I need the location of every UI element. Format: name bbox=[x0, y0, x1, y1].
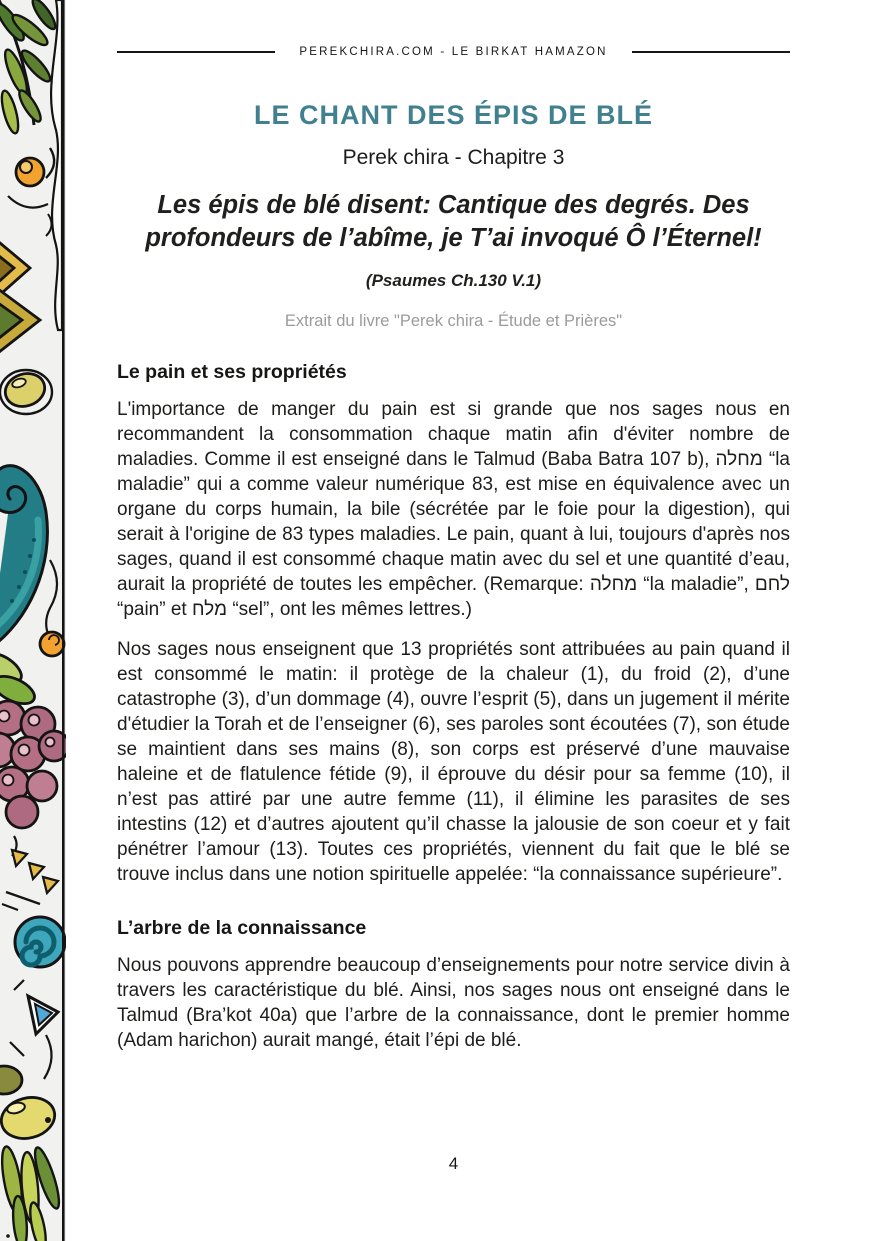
running-header bbox=[117, 46, 790, 58]
section-heading: L’arbre de la connaissance bbox=[117, 917, 367, 939]
page-content bbox=[117, 0, 790, 1068]
decorative-border bbox=[0, 0, 66, 1241]
book-excerpt-note: Extrait du livre "Perek chira - Étude et Prières" bbox=[284, 312, 623, 330]
body-paragraph: L'importance de manger du pain est si grande que nos sages nous en recommandent la consommation chaque matin afin d'éviter nombre de maladies. Comme il est enseigné dans le Talmud (Baba Batra 107 b), מחלה “la maladie” qui a comme valeur numérique 83, est mise en équivalence avec un organe du corps humain, la bile (sécrétée par le foie pour la digestion), qui serait à l'origine de 83 types maladies. Le pain, quant à lui, toujours d'après nos sages, quand il est consommé chaque matin avec du sel et une quantité d’eau, aurait la propriété de toutes les empêcher. (Remarque: מחלה “la maladie”, לחם “pain” et מלח “sel”, ont les mêmes lettres.) bbox=[117, 399, 790, 620]
header-rule-left bbox=[117, 51, 275, 53]
section-bread-properties bbox=[117, 361, 790, 887]
section-tree-of-knowledge bbox=[117, 917, 790, 1053]
verse-source: (Psaumes Ch.130 V.1) bbox=[365, 271, 542, 290]
verse-quote: Les épis de blé disent: Cantique des degrés. Des profondeurs de l’abîme, je T’ai invoqué Ô l’Éternel! bbox=[145, 191, 762, 252]
doodle-illustration bbox=[0, 0, 66, 1241]
site-header-text: PEREKCHIRA.COM - LE BIRKAT HAMAZON bbox=[299, 46, 608, 58]
chapter-subtitle: Perek chira - Chapitre 3 bbox=[342, 146, 565, 169]
body-paragraph: Nous pouvons apprendre beaucoup d’enseignements pour notre service divin à travers les caractéristique du blé. Ainsi, nos sages nous ont enseigné dans le Talmud (Bra’kot 40a) que l’arbre de la connaissance, dont le premier homme (Adam harichon) aurait mangé, était l’épi de blé. bbox=[117, 955, 790, 1051]
page-number: 4 bbox=[448, 1154, 459, 1173]
section-heading: Le pain et ses propriétés bbox=[117, 361, 347, 383]
snail-spiral-icon bbox=[15, 917, 65, 967]
orange-berry-icon bbox=[40, 632, 64, 656]
body-paragraph: Nos sages nous enseignent que 13 propriétés sont attribuées au pain quand il est consommé le matin: il protège de la chaleur (1), du froid (2), d’une catastrophe (3), d’un dommage (4), ouvre l’esprit (5), dans un jugement il mérite d'étudier la Torah et de l’enseigner (6), ses paroles sont écoutées (7), son étude se maintient dans ses mains (8), son corps est préservé d’une mauvaise haleine et de flatulence fétide (9), il éprouve du désir pour sa femme (10), il n’est pas attiré par une autre femme (11), il élimine les parasites de ses intestins (12) et d’autres ajoutent qu’il chasse la jalousie de son coeur et y fait pénétrer l’amour (13). Toutes ces propriétés, viennent du fait que le blé se trouve inclus dans une notion spirituelle appelée: “la connaissance supérieure”. bbox=[117, 639, 790, 885]
green-olive-icon bbox=[0, 369, 52, 414]
page-title: LE CHANT DES ÉPIS DE BLÉ bbox=[253, 100, 654, 130]
header-rule-right bbox=[632, 51, 790, 53]
border-separator-line bbox=[62, 0, 65, 1241]
